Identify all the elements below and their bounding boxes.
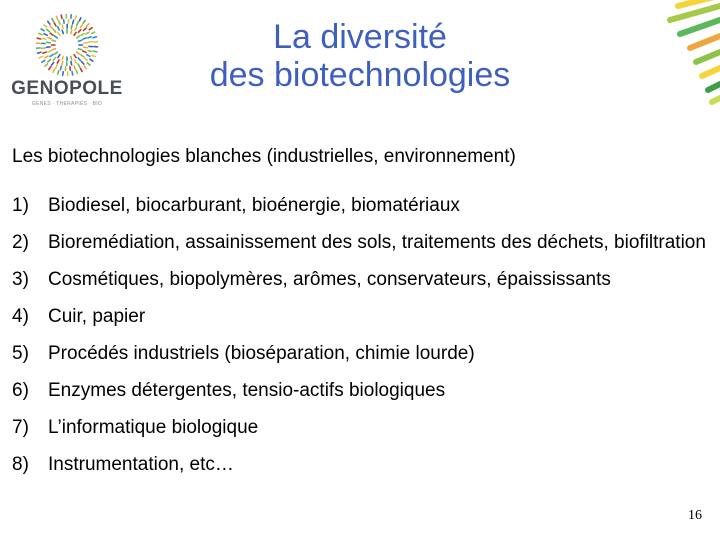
- list-item-number: 6): [12, 380, 29, 401]
- list-item-number: 1): [12, 195, 29, 216]
- logo-name: GENOPOLE: [11, 78, 123, 99]
- list-item-number: 5): [12, 343, 29, 364]
- section-heading: Les biotechnologies blanches (industrielles, environnement): [12, 146, 516, 167]
- logo-tagline: GENES · THERAPIES · BIO: [31, 101, 103, 107]
- slide-title-line-2: des biotechnologies: [209, 56, 511, 94]
- list-item: [12, 231, 712, 254]
- corner-stripes-decoration: [608, 0, 720, 110]
- page-number: 16: [688, 508, 702, 523]
- list-item-number: 8): [12, 454, 29, 475]
- list-item-number: 7): [12, 417, 29, 438]
- list-item-text: Cosmétiques, biopolymères, arômes, conservateurs, épaississants: [48, 269, 611, 290]
- slide-title-line-1: La diversité: [273, 18, 447, 56]
- genopole-emblem-icon: [34, 12, 100, 78]
- list-item: [12, 194, 712, 217]
- list-item: [12, 453, 712, 476]
- list-item-number: 4): [12, 306, 29, 327]
- list-item-text: Bioremédiation, assainissement des sols, traitements des déchets, biofiltration: [48, 232, 706, 253]
- list-item: [12, 379, 712, 402]
- list-item-text: Cuir, papier: [48, 306, 146, 327]
- genopole-logo: [8, 12, 126, 107]
- biotech-list: [12, 194, 712, 476]
- list-item-text: L’informatique biologique: [48, 417, 259, 438]
- list-item: [12, 416, 712, 439]
- list-item: [12, 268, 712, 291]
- list-item: [12, 342, 712, 365]
- list-item-number: 2): [12, 232, 29, 253]
- list-item-text: Enzymes détergentes, tensio-actifs biologiques: [48, 380, 446, 401]
- list-item-number: 3): [12, 269, 29, 290]
- slide-title: [150, 18, 570, 94]
- list-item-text: Biodiesel, biocarburant, bioénergie, biomatériaux: [48, 195, 460, 216]
- list-item-text: Procédés industriels (bioséparation, chimie lourde): [48, 343, 475, 364]
- list-item-text: Instrumentation, etc…: [48, 454, 234, 475]
- list-item: [12, 305, 712, 328]
